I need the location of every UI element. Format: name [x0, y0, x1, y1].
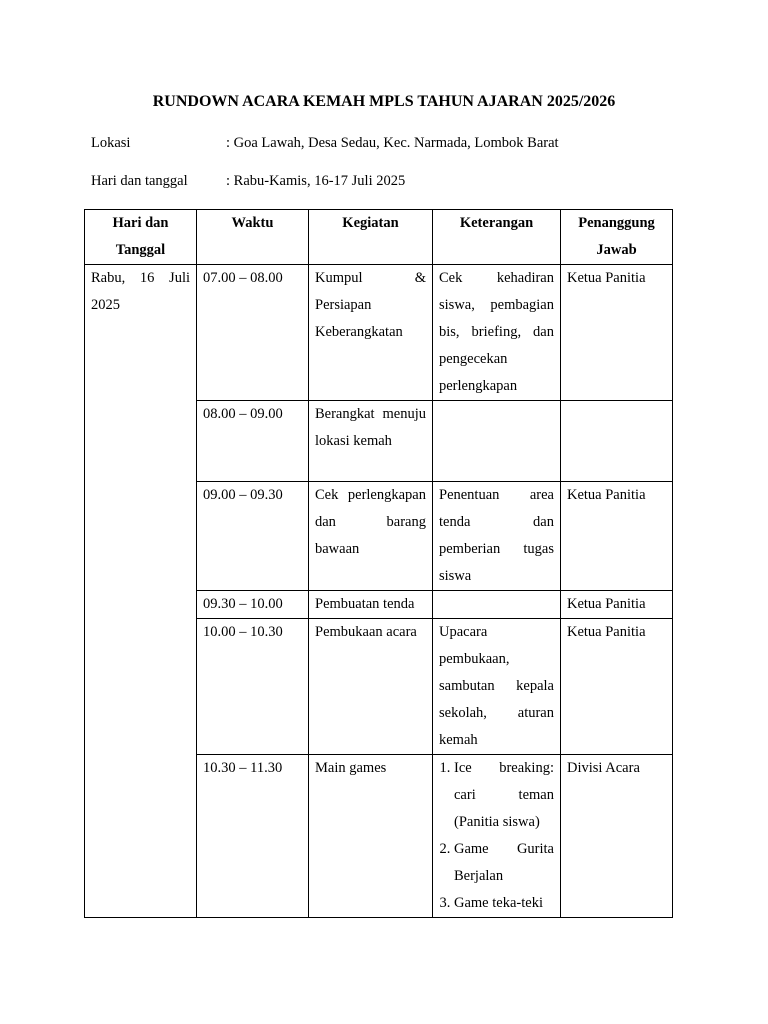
- kegiatan-cell: Berangkat menuju lokasi kemah: [309, 401, 433, 482]
- kegiatan-cell: Pembukaan acara: [309, 619, 433, 755]
- keterangan-cell: [433, 591, 561, 619]
- keterangan-cell: Upacara pembukaan, sambutan kepala sekolah, aturan kemah: [433, 619, 561, 755]
- kegiatan-cell: Kumpul & Persiapan Keberangkatan: [309, 265, 433, 401]
- header-keterangan: Keterangan: [433, 210, 561, 265]
- day-cell: Rabu, 16 Juli 2025: [85, 265, 197, 918]
- document-title: RUNDOWN ACARA KEMAH MPLS TAHUN AJARAN 2025/2026: [152, 93, 616, 110]
- pj-cell: Divisi Acara: [561, 755, 673, 918]
- waktu-cell: 10.00 – 10.30: [197, 619, 309, 755]
- pj-cell: Ketua Panitia: [561, 619, 673, 755]
- header-hari-tanggal: Hari dan Tanggal: [85, 210, 197, 265]
- kegiatan-cell: Cek perlengkapan dan barang bawaan: [309, 482, 433, 591]
- keterangan-cell: [433, 401, 561, 482]
- kegiatan-cell: Main games: [309, 755, 433, 918]
- list-item: 1. Ice breaking: cari teman (Panitia siswa): [454, 755, 554, 836]
- date-label: Hari dan tanggal: [91, 173, 188, 189]
- waktu-cell: 10.30 – 11.30: [197, 755, 309, 918]
- keterangan-cell: Cek kehadiran siswa, pembagian bis, briefing, dan pengecekan perlengkapan: [433, 265, 561, 401]
- pj-cell: Ketua Panitia: [561, 265, 673, 401]
- pj-cell: [561, 401, 673, 482]
- location-value: : Goa Lawah, Desa Sedau, Kec. Narmada, Lombok Barat: [226, 135, 559, 151]
- waktu-cell: 07.00 – 08.00: [197, 265, 309, 401]
- rundown-table: [84, 209, 673, 918]
- list-item: 2. Game Gurita Berjalan: [454, 836, 554, 890]
- waktu-cell: 09.30 – 10.00: [197, 591, 309, 619]
- waktu-cell: 09.00 – 09.30: [197, 482, 309, 591]
- header-kegiatan: Kegiatan: [309, 210, 433, 265]
- keterangan-cell: [433, 755, 561, 918]
- waktu-cell: 08.00 – 09.00: [197, 401, 309, 482]
- header-penanggung-jawab: Penanggung Jawab: [561, 210, 673, 265]
- date-value: : Rabu-Kamis, 16-17 Juli 2025: [226, 173, 406, 189]
- table-row: [85, 265, 673, 401]
- pj-cell: Ketua Panitia: [561, 591, 673, 619]
- keterangan-cell: Penentuan area tenda dan pemberian tugas siswa: [433, 482, 561, 591]
- table-header-row: [85, 210, 673, 265]
- kegiatan-cell: Pembuatan tenda: [309, 591, 433, 619]
- location-label: Lokasi: [91, 135, 131, 151]
- list-item: 3. Game teka-teki: [454, 890, 554, 917]
- pj-cell: Ketua Panitia: [561, 482, 673, 591]
- header-waktu: Waktu: [197, 210, 309, 265]
- games-list: [439, 755, 554, 917]
